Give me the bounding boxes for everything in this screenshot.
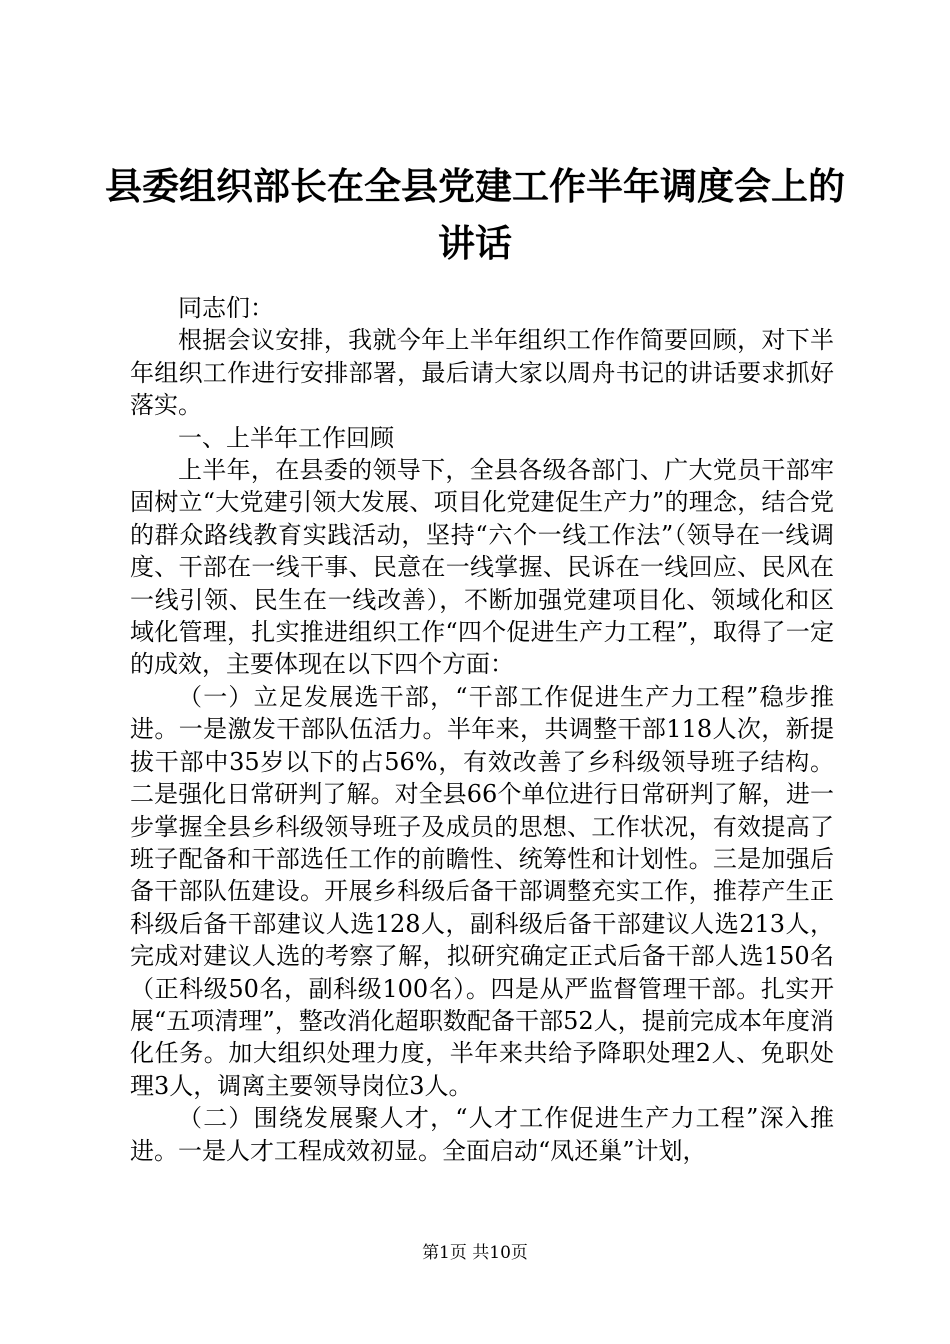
document-title: 县委组织部长在全县党建工作半年调度会上的讲话: [105, 164, 845, 265]
talent-work-paragraph: （二）围绕发展聚人才，“人才工作促进生产力工程”深入推进。一是人才工程成效初显。全面启动“凤还巢”计划，: [130, 1104, 834, 1165]
document-body: [130, 292, 834, 1167]
review-paragraph: 上半年，在县委的领导下，全县各级各部门、广大党员干部牢固树立“大党建引领大发展、项目化党建促生产力”的理念，结合党的群众路线教育实践活动，坚持“六个一线工作法”（领导在一线调度、干部在一线干事、民意在一线掌握、民诉在一线回应、民风在一线引领、民生在一线改善），不断加强党建项目化、领域化和区域化管理，扎实推进组织工作“四个促进生产力工程”，取得了一定的成效，主要体现在以下四个方面：: [130, 456, 834, 679]
page-number-footer: 第1页 共10页: [422, 1243, 528, 1263]
salutation-paragraph: 同志们：: [178, 294, 274, 322]
section-heading: 一、上半年工作回顾: [178, 423, 394, 452]
intro-paragraph: 根据会议安排，我就今年上半年组织工作作简要回顾，对下半年组织工作进行安排部署，最后请大家以周舟书记的讲话要求抓好落实。: [130, 326, 834, 420]
cadre-work-paragraph: （一）立足发展选干部，“干部工作促进生产力工程”稳步推进。一是激发干部队伍活力。半年来，共调整干部118人次，新提拔干部中35岁以下的占56%，有效改善了乡科级领导班子结构。二是强化日常研判了解。对全县66个单位进行日常研判了解，进一步掌握全县乡科级领导班子及成员的思想、工作状况，有效提高了班子配备和干部选任工作的前瞻性、统筹性和计划性。三是加强后备干部队伍建设。开展乡科级后备干部调整充实工作，推荐产生正科级后备干部建议人选128人，副科级后备干部建议人选213人，完成对建议人选的考察了解，拟研究确定正式后备干部人选150名（正科级50名，副科级100名）。四是从严监督管理干部。扎实开展“五项清理”，整改消化超职数配备干部52人，提前完成本年度消化任务。加大组织处理力度，半年来共给予降职处理2人、免职处理3人，调离主要领导岗位3人。: [130, 682, 834, 1100]
